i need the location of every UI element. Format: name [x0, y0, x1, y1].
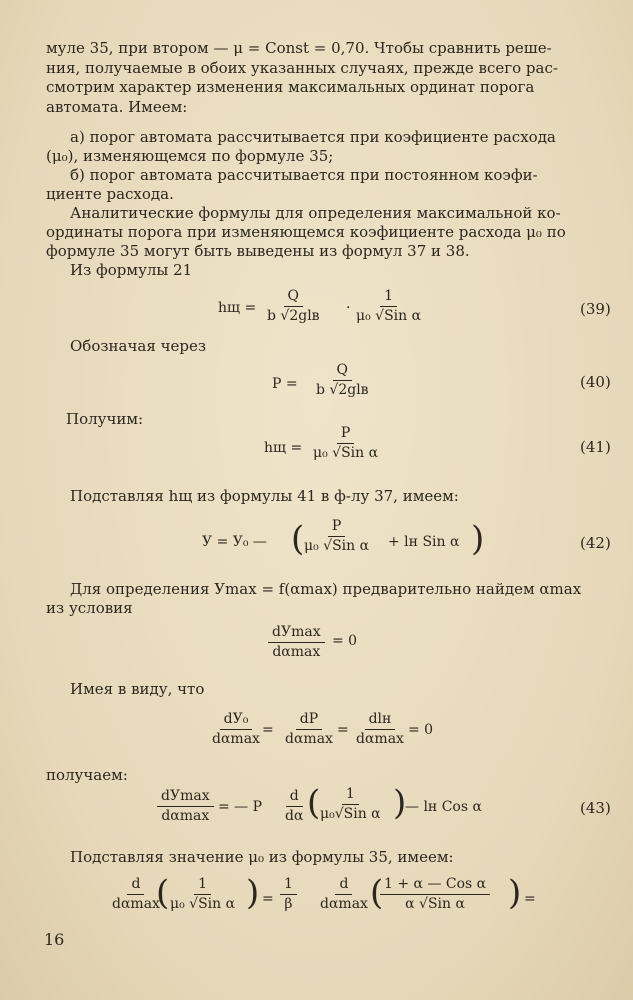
eq-number: (43) — [580, 799, 611, 817]
text-line: формуле 35 могут быть выведены из формул 37 и 38. — [46, 242, 470, 260]
paren-left: ( — [156, 873, 170, 913]
text-line: циенте расхода. — [46, 185, 174, 203]
chain-frac1: dУ₀ dαmax — [212, 711, 260, 747]
eq41-frac: P μ₀ √Sin α — [313, 425, 379, 461]
list-item-b: б) порог автомата рассчитывается при постоянном коэфи- — [70, 166, 538, 184]
text-line: из условия — [46, 599, 133, 617]
text-line: Получим: — [66, 410, 144, 428]
list-item-a: а) порог автомата рассчитывается при коэфициенте расхода — [70, 128, 556, 146]
eq43-mid: = — P — [218, 799, 263, 815]
eq40-frac: Q b √2glв — [316, 362, 369, 398]
eq42-tail: + lн Sin α — [388, 534, 460, 550]
text-line: Обозначая через — [70, 337, 207, 355]
condition-rhs: = 0 — [332, 633, 358, 649]
paren-right: ) — [508, 873, 522, 913]
text-line: смотрим характер изменения максимальных ординат порога — [46, 78, 535, 96]
paren-left: ( — [370, 873, 384, 913]
eq42-frac: P μ₀ √Sin α — [304, 518, 370, 554]
final-frac-main: 1 + α — Cos α α √Sin α — [380, 876, 490, 913]
eq-number: (41) — [580, 438, 611, 456]
text-line: Из формулы 21 — [70, 261, 193, 279]
paren-right: ) — [246, 873, 260, 913]
eq43-frac-d: $\frac{d}{d\alpha}$ — [285, 788, 304, 824]
text-line: Подставляя значение μ₀ из формулы 35, имеем: — [70, 848, 454, 866]
final-eq: = — [262, 891, 274, 907]
paren-right: ) — [393, 783, 407, 823]
eq-number: (39) — [580, 300, 611, 318]
chain-frac3: dlн dαmax — [356, 711, 404, 747]
eq-number: (40) — [580, 373, 611, 391]
text-line: ординаты порога при изменяющемся коэфициенте расхода μ₀ по — [46, 223, 566, 241]
text-line: автомата. Имеем: — [46, 98, 188, 116]
text-line: ния, получаемые в обоих указанных случаях, прежде всего рас- — [46, 59, 558, 77]
eq42-lhs: У = У₀ — — [202, 534, 267, 550]
eq43-frac-lhs: dУmax dαmax — [157, 788, 214, 825]
chain-eq: = — [262, 722, 274, 738]
paren-right: ) — [471, 519, 485, 559]
eq39-lhs: hщ = — [218, 300, 257, 316]
final-frac-beta: $\frac{1}{\beta}$ — [280, 876, 297, 913]
eq41-lhs: hщ = — [264, 440, 303, 456]
chain-rhs: = 0 — [408, 722, 434, 738]
eq40-lhs: P = — [272, 376, 298, 392]
eq-number: (42) — [580, 534, 611, 552]
page-number: 16 — [44, 930, 65, 949]
text-line: Подставляя hщ из формулы 41 в ф-лу 37, имеем: — [70, 487, 459, 505]
eq43-frac-inner: 1 μ₀√Sin α — [320, 786, 381, 822]
paren-left: ( — [307, 783, 321, 823]
text-line: муле 35, при втором — μ = Const = 0,70. Чтобы сравнить реше- — [46, 39, 552, 57]
chain-eq: = — [337, 722, 349, 738]
final-frac-d2: d dαmax — [320, 876, 368, 912]
text-line: Аналитические формулы для определения максимальной ко- — [70, 204, 561, 222]
final-eq: = — [524, 891, 536, 907]
condition-frac: dУmax dαmax — [268, 624, 325, 661]
text-line: Для определения Уmax = f(αmax) предварительно найдем αmax — [70, 580, 582, 598]
eq39-dot: · — [346, 300, 351, 316]
final-frac-inner: 1 μ₀ √Sin α — [170, 876, 236, 912]
eq39-frac1: Q b √2glв — [267, 288, 320, 324]
eq43-tail: — lн Cos α — [405, 799, 482, 815]
text-line: (μ₀), изменяющемся по формуле 35; — [46, 147, 334, 165]
text-line: Имея в виду, что — [70, 680, 205, 698]
eq39-frac2: 1 μ₀ √Sin α — [356, 288, 422, 324]
text-line: получаем: — [46, 766, 128, 784]
paren-left: ( — [291, 519, 305, 559]
final-frac-d: d dαmax — [112, 876, 160, 912]
chain-frac2: dP dαmax — [285, 711, 333, 747]
